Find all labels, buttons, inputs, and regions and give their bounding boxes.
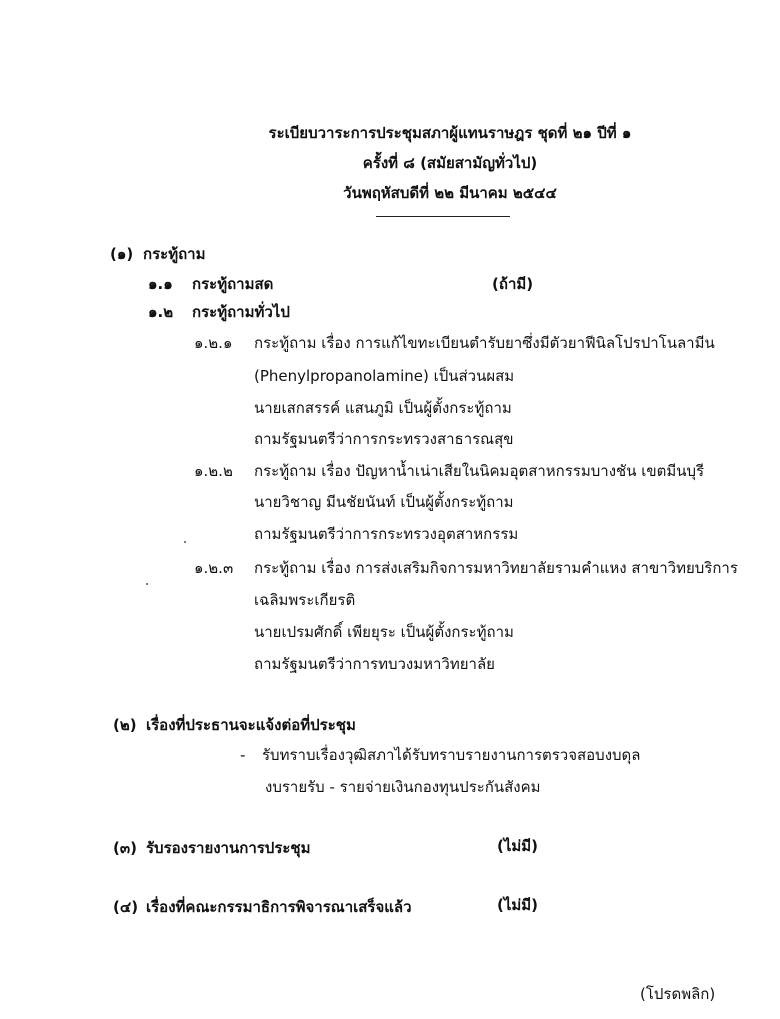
item-1-2-3-number: ๑.๒.๓ <box>194 559 234 577</box>
section-3-number: (๓) <box>113 839 137 857</box>
item-1-2-3-line: กระทู้ถาม เรื่อง การส่งเสริมกิจการมหาวิทยาลัยรามคำแหง สาขาวิทยบริการ <box>254 559 738 577</box>
title-line-3: วันพฤหัสบดีที่ ๒๒ มีนาคม ๒๕๔๔ <box>343 184 557 202</box>
item-1-2-3-line: เฉลิมพระเกียรติ <box>254 591 356 609</box>
section-4-number: (๔) <box>113 898 139 916</box>
title-underline <box>376 216 510 217</box>
title-line-2: ครั้งที่ ๘ (สมัยสามัญทั่วไป) <box>362 154 538 172</box>
section-2-bullet: - <box>240 746 246 764</box>
sub-1-1-note: (ถ้ามี) <box>492 275 534 293</box>
section-4-title: เรื่องที่คณะกรรมาธิการพิจารณาเสร็จแล้ว <box>146 898 412 916</box>
item-1-2-1-line: (Phenylpropanolamine) เป็นส่วนผสม <box>254 367 515 385</box>
sub-1-2-title: กระทู้ถามทั่วไป <box>192 303 290 321</box>
item-1-2-3-line: นายเปรมศักดิ์ เพียยุระ เป็นผู้ตั้งกระทู้ถาม <box>254 623 514 641</box>
item-1-2-1-line: ถามรัฐมนตรีว่าการกระทรวงสาธารณสุข <box>254 430 514 448</box>
item-1-2-3-line: ถามรัฐมนตรีว่าการทบวงมหาวิทยาลัย <box>254 655 495 673</box>
section-3-title: รับรองรายงานการประชุม <box>146 839 311 857</box>
item-1-2-2-line: ถามรัฐมนตรีว่าการกระทรวงอุตสาหกรรม <box>254 525 519 543</box>
turn-page-note: (โปรดพลิก) <box>640 985 716 1003</box>
section-1-title: กระทู้ถาม <box>143 245 206 263</box>
item-1-2-1-line: กระทู้ถาม เรื่อง การแก้ไขทะเบียนตำรับยาซึ่งมีตัวยาฟีนิลโปรปาโนลามีน <box>254 334 715 352</box>
section-4-note: (ไม่มี) <box>497 896 539 914</box>
item-1-2-2-line: กระทู้ถาม เรื่อง ปัญหาน้ำเน่าเสียในนิคมอุตสาหกรรมบางชัน เขตมีนบุรี <box>254 462 705 480</box>
scan-speck <box>146 583 148 585</box>
sub-1-1-number: ๑.๑ <box>148 275 173 293</box>
item-1-2-2-number: ๑.๒.๒ <box>194 462 233 480</box>
section-3-note: (ไม่มี) <box>497 837 539 855</box>
sub-1-2-number: ๑.๒ <box>148 303 174 321</box>
title-line-1: ระเบียบวาระการประชุมสภาผู้แทนราษฎร ชุดที่ ๒๑ ปีที่ ๑ <box>268 124 632 142</box>
section-2-title: เรื่องที่ประธานจะแจ้งต่อที่ประชุม <box>146 716 356 734</box>
item-1-2-1-line: นายเสกสรรค์ แสนภูมิ เป็นผู้ตั้งกระทู้ถาม <box>254 399 512 417</box>
section-1-number: (๑) <box>110 245 134 263</box>
scan-speck <box>184 541 186 543</box>
section-2-number: (๒) <box>113 716 137 734</box>
section-2-line-1: รับทราบเรื่องวุฒิสภาได้รับทราบรายงานการตรวจสอบงบดุล <box>262 746 641 764</box>
item-1-2-1-number: ๑.๒.๑ <box>194 334 233 352</box>
item-1-2-2-line: นายวิชาญ มีนชัยนันท์ เป็นผู้ตั้งกระทู้ถาม <box>254 493 514 511</box>
sub-1-1-title: กระทู้ถามสด <box>192 275 274 293</box>
section-2-line-2: งบรายรับ - รายจ่ายเงินกองทุนประกันสังคม <box>265 778 541 796</box>
